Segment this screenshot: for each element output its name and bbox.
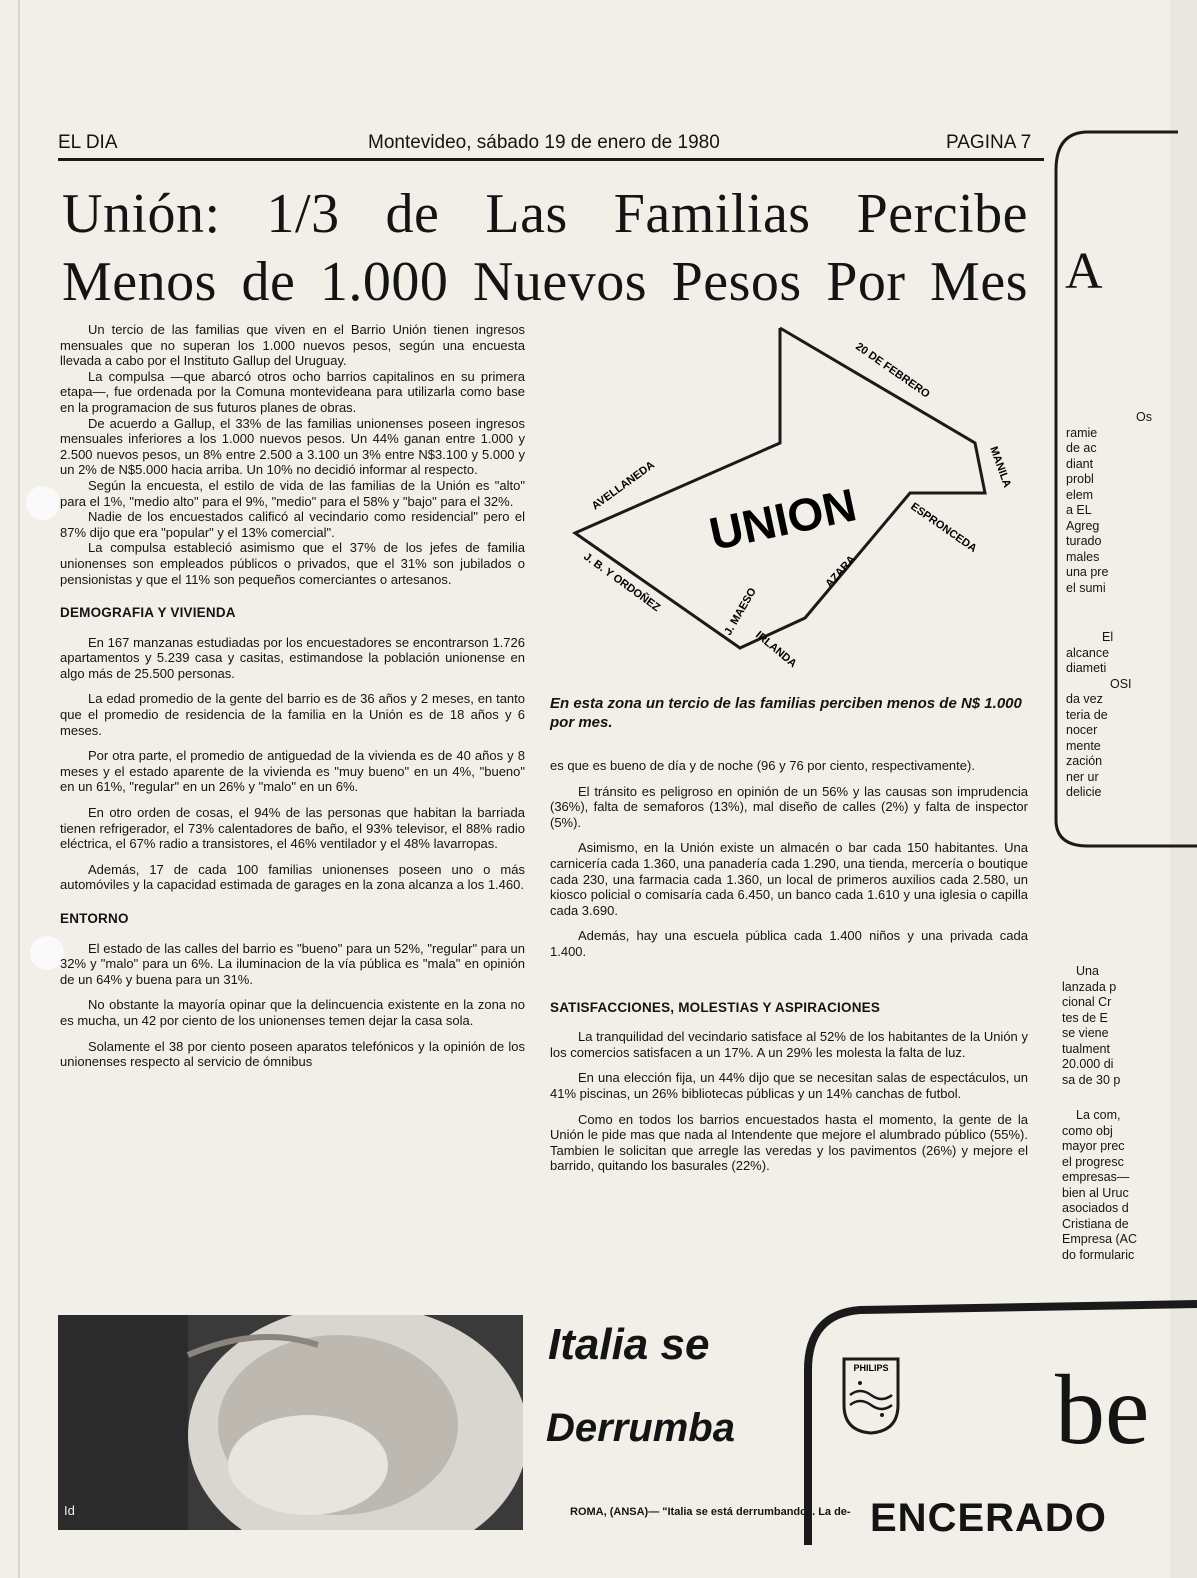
italia-title-1: Italia se: [548, 1320, 710, 1369]
sidebar-line: probl: [1066, 472, 1094, 486]
sidebar-line: da vez: [1066, 692, 1103, 706]
sidebar-line: ramie: [1066, 425, 1098, 440]
paragraph: En 167 manzanas estudiadas por los encuestadores se encontrarson 1.726 apartamentos y 5.239 casa y casitas, estimandose la población unionense en algo más de 25.500 personas.: [60, 634, 525, 681]
photo-image: [58, 1315, 523, 1530]
sidebar-line: delicie: [1066, 785, 1102, 799]
paragraph: Como en todos los barrios encuestados hasta el momento, la gente de la Unión le pide mas que nada al Intendente que mejore el alumbrado público (55%). Tambien le solicitan que arregle las veredas y los pavimentos (26%) y mejore el barrido, quitando los basurales (22%).: [550, 1111, 1028, 1174]
sidebar-line: alcance: [1066, 645, 1110, 660]
philips-brand: PHILIPS: [853, 1363, 889, 1373]
paragraph: No obstante la mayoría opinar que la delincuencia existente en la zona no es mucha, un 42 por ciento de los unionenses temen dejar la casa sola.: [60, 997, 525, 1028]
sidebar-line: ner ur: [1066, 769, 1099, 784]
sidebar-line: do formularic: [1062, 1247, 1135, 1262]
headline-line-2: Menos de 1.000 Nuevos Pesos Por Mes: [62, 251, 1028, 313]
sidebar-line: males: [1066, 549, 1100, 564]
sidebar-line: bien al Uruc: [1062, 1185, 1129, 1200]
sidebar-line: diameti: [1066, 661, 1107, 675]
paragraph: Según la encuesta, el estilo de vida de las familias de la Unión es "alto" para el 1%, "medio alto" para el 9%, "medio" para el 58% y "bajo" para el 32%.: [60, 477, 525, 509]
sidebar-line: turado: [1066, 534, 1102, 548]
italia-title-2: Derrumba: [546, 1406, 735, 1450]
sidebar-text-block: [1066, 410, 1156, 596]
sidebar-line: Agreg: [1066, 518, 1100, 533]
paragraph: La compulsa estableció asimismo que el 37% de los jefes de familia unionenses son empleados públicos o privados, que el 31% son jubilados o pensionistas y que el 11% son pequeños comerciantes o artesanos.: [60, 540, 525, 587]
paragraph: El estado de las calles del barrio es "bueno" para un 52%, "regular" para un 32% y "malo" para un 6%. La iluminacion de la vía pública es "mala" en opinión de un 64% y buena para un 31%.: [60, 940, 525, 987]
headline-line-1: Unión: 1/3 de Las Familias Percibe: [62, 183, 1028, 245]
sidebar-line: el sumi: [1066, 580, 1106, 595]
sidebar-line: se viene: [1062, 1026, 1109, 1040]
paragraph: Asimismo, en la Unión existe un almacén o bar cada 150 habitantes. Una carnicería cada 1.360, una panadería cada 1.290, una tienda, mercería o boutique cada 230, una farmacia cada 1.360, un local de primeros auxilios cada 2.580, un kiosco policial o comisaría cada 6.450, un banco cada 1.610 y una iglesia o capilla cada 3.690.: [550, 840, 1028, 918]
sidebar-glyph: A: [1065, 243, 1103, 300]
street-label: AZARA: [823, 553, 858, 591]
sidebar-line: teria de: [1066, 707, 1108, 722]
sidebar-line: el progresc: [1062, 1154, 1124, 1169]
sidebar-line: una pre: [1066, 565, 1109, 579]
sidebar-line: tualment: [1062, 1041, 1110, 1056]
article-column-2: [550, 758, 1028, 1174]
paragraph: Además, 17 de cada 100 familias unionenses poseen uno o más automóviles y la capacidad estimada de garages en la zona alcanza a los 1.460.: [60, 861, 525, 893]
street-label: AVELLANEDA: [589, 459, 657, 513]
sidebar-line: Empresa (AC: [1062, 1232, 1138, 1246]
sidebar-line: zación: [1066, 754, 1103, 768]
sidebar-line: a EL: [1066, 503, 1092, 517]
sidebar-line: asociados d: [1062, 1201, 1129, 1215]
paragraph: es que es bueno de día y de noche (96 y 76 por ciento, respectivamente).: [550, 758, 975, 773]
sidebar-line: 20.000 di: [1062, 1057, 1114, 1071]
street-label: J. B. Y ORDOÑEZ: [581, 550, 663, 615]
punch-hole: [26, 486, 60, 520]
paragraph: Un tercio de las familias que viven en el Barrio Unión tienen ingresos mensuales que no superan los 1.000 nuevos pesos, según una encuesta llevada a cabo por el Instituto Gallup del Uruguay.: [60, 322, 525, 369]
section-heading: DEMOGRAFIA Y VIVIENDA: [60, 605, 236, 621]
street-label: J. MAESO: [722, 585, 759, 638]
paragraph: La tranquilidad del vecindario satisface al 52% de los habitantes de la Unión y los comercios satisfacen a un 17%. A un 29% les molesta la falta de luz.: [550, 1029, 1028, 1060]
barrio-map: [565, 318, 1035, 678]
sidebar-line: nocer: [1066, 723, 1098, 737]
masthead-rule: [58, 158, 1044, 161]
sidebar-line: sa de 30 p: [1062, 1072, 1121, 1087]
paragraph: El tránsito es peligroso en opinión de un 56% y las causas son imprudencia (36%), falta de semaforos (13%), mal diseño de calles (2%) y falta de inspector (5%).: [550, 783, 1028, 830]
paragraph: Nadie de los encuestados calificó al vecindario como residencial" pero el 87% dijo que era "popular" y el 13% comercial".: [60, 509, 525, 540]
map-caption: En esta zona un tercio de las familias perciben menos de N$ 1.000 por mes.: [550, 695, 1022, 731]
paragraph: Por otra parte, el promedio de antiguedad de la vivienda es de 40 años y 8 meses y el estado aparente de la vivienda es "muy bueno" en un 4%, "bueno" en un 61%, "regular" en un 26% y "malo" en un 6%.: [60, 748, 525, 795]
sidebar-line: Una: [1076, 964, 1099, 978]
paragraph: Solamente el 38 por ciento poseen aparatos telefónicos y la opinión de los unionenses respecto al servicio de ómnibus: [60, 1038, 525, 1070]
street-label: IRLANDA: [753, 629, 799, 671]
dateline: Montevideo, sábado 19 de enero de 1980: [368, 132, 720, 153]
sidebar-line: Cristiana de: [1062, 1216, 1129, 1231]
sidebar-line: mayor prec: [1062, 1139, 1125, 1153]
sidebar-line: Os: [1136, 410, 1152, 424]
paragraph: La edad promedio de la gente del barrio es de 36 años y 2 meses, en tanto que el promedio de residencia de la familia en la Unión es de 18 años y 6 meses.: [60, 691, 525, 738]
sidebar-line: lanzada p: [1062, 979, 1117, 994]
news-photo: [58, 1315, 523, 1530]
paragraph: Además, hay una escuela pública cada 1.400 niños y una privada cada 1.400.: [550, 928, 1028, 959]
page-edge-left: [18, 0, 20, 1578]
street-label: 20 DE FEBRERO: [853, 340, 932, 401]
sidebar-line: La com,: [1076, 1108, 1121, 1122]
photo-label: Id: [64, 1503, 75, 1518]
paper-name: EL DIA: [58, 132, 118, 153]
paragraph: De acuerdo a Gallup, el 33% de las familias unionenses poseen ingresos mensuales inferiores a los 1.000 nuevos pesos. Un 44% ganan entre 1.000 y 2.500 nuevos pesos, un 8% entre 2.500 a 3.100 un 3% entre N$3.100 y 5.000 y un 2% de N$5.000 hacia arriba. Un 10% no decidió informar al respecto.: [60, 415, 525, 478]
sidebar-line: de ac: [1066, 441, 1097, 455]
sidebar-line: El: [1102, 630, 1114, 644]
paragraph: En una elección fija, un 44% dijo que se necesitan salas de espectáculos, un 41% piscinas, un 26% bibliotecas públicas y un 14% canchas de futbol.: [550, 1070, 1028, 1101]
page-number: PAGINA 7: [946, 132, 1032, 153]
punch-hole: [30, 936, 64, 970]
sidebar-line: elem: [1066, 487, 1094, 502]
sidebar-line: OSI: [1110, 676, 1132, 691]
sidebar-text-block: [1062, 1108, 1162, 1263]
philips-big-text: be: [1055, 1354, 1150, 1465]
map-district-label: UNION: [704, 478, 861, 560]
sidebar-line: mente: [1066, 738, 1101, 753]
philips-product: ENCERADO: [870, 1496, 1107, 1540]
masthead: [58, 132, 1040, 156]
sidebar-line: tes de E: [1062, 1010, 1108, 1025]
sidebar-text-block: [1062, 964, 1152, 1088]
street-label: ESPRONCEDA: [908, 500, 979, 555]
street-label: MANILA: [987, 444, 1014, 490]
sidebar-line: diant: [1066, 456, 1094, 471]
paragraph: En otro orden de cosas, el 94% de las personas que habitan la barriada tienen refrigerador, el 73% calentadores de baño, el 93% televisor, el 88% radio eléctrica, el 67% radio a transistores, el 46% ventilador y el 48% lavarropas.: [60, 805, 525, 852]
italia-lead: ROMA, (ANSA)— "Italia se está derrumbando". La de-: [570, 1506, 851, 1518]
headline: [62, 180, 1028, 316]
philips-shield-icon: [840, 1355, 902, 1435]
article-column-1: [60, 322, 525, 1070]
sidebar-line: cional Cr: [1062, 995, 1112, 1009]
sidebar-line: como obj: [1062, 1123, 1113, 1138]
paragraph: La compulsa —que abarcó otros ocho barrios capitalinos en su primera etapa—, fue ordenada por la Comuna montevideana para utilizarla como base en la programacion de sus futuros planes de obras.: [60, 368, 525, 415]
section-heading: ENTORNO: [60, 911, 129, 926]
sidebar-text-block: [1066, 630, 1156, 801]
section-heading: SATISFACCIONES, MOLESTIAS Y ASPIRACIONES: [550, 999, 881, 1015]
sidebar-line: empresas—: [1062, 1170, 1130, 1184]
